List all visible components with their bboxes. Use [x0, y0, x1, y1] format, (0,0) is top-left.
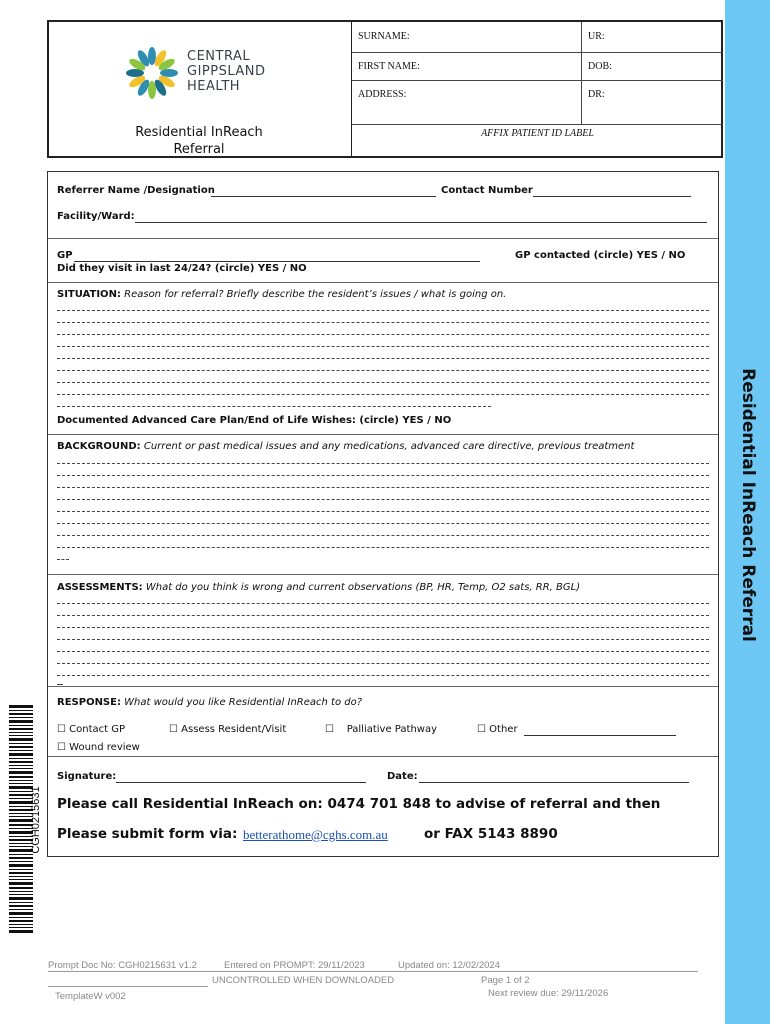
situation-line[interactable]: [57, 394, 709, 395]
referrer-name-field[interactable]: [211, 196, 436, 197]
submit-instructions: Please submit form via:: [57, 826, 238, 842]
logo-wordmark: [187, 49, 266, 94]
checkbox-icon[interactable]: ☐: [477, 724, 486, 735]
background-line[interactable]: [57, 547, 709, 548]
assessments-line[interactable]: [57, 603, 709, 604]
email-link[interactable]: betterathome@cghs.com.au: [243, 827, 388, 842]
assessments-line[interactable]: [57, 615, 709, 616]
header-left: [49, 22, 352, 156]
option-contact-gp[interactable]: [57, 724, 125, 735]
referrer-name-label: Referrer Name /Designation: [57, 185, 215, 196]
option-other[interactable]: [477, 724, 518, 735]
footer-entered-date: Entered on PROMPT: 29/11/2023: [224, 960, 365, 971]
footer-page-number: Page 1 of 2: [481, 975, 530, 986]
option-contact-gp-label: Contact GP: [69, 724, 126, 735]
response-prompt: What would you like Residential InReach to do?: [124, 697, 363, 708]
address-label: ADDRESS:: [358, 89, 407, 100]
facility-ward-field[interactable]: [135, 222, 707, 223]
affix-label-text: AFFIX PATIENT ID LABEL: [481, 128, 594, 139]
assessments-label: ASSESSMENTS:: [57, 582, 143, 593]
assessments-line[interactable]: [57, 675, 709, 676]
background-line[interactable]: [57, 487, 709, 488]
assessments-section: [48, 574, 718, 687]
situation-prompt: Reason for referral? Briefly describe the resident’s issues / what is going on.: [124, 289, 507, 300]
assessments-line[interactable]: [57, 684, 63, 685]
checkbox-icon[interactable]: ☐: [169, 724, 178, 735]
facility-ward-label: Facility/Ward:: [57, 211, 135, 222]
checkbox-icon[interactable]: ☐: [325, 724, 334, 735]
background-line[interactable]: [57, 499, 709, 500]
assessments-line[interactable]: [57, 651, 709, 652]
option-palliative-pathway[interactable]: [325, 724, 437, 735]
situation-line[interactable]: [57, 358, 709, 359]
background-section: [48, 434, 718, 575]
footer-divider: [48, 986, 208, 987]
footer-updated-date: Updated on: 12/02/2024: [398, 960, 500, 971]
response-section: [48, 686, 718, 757]
row-address: [352, 80, 723, 125]
response-heading: [57, 697, 362, 708]
referrer-section: [48, 172, 718, 239]
checkbox-icon[interactable]: ☐: [57, 724, 66, 735]
date-label: Date:: [387, 771, 418, 782]
situation-line[interactable]: [57, 382, 709, 383]
sidebar-title: Residential InReach Referral: [738, 368, 758, 642]
situation-line[interactable]: [57, 346, 709, 347]
situation-heading: [57, 289, 506, 300]
option-wound-review-label: Wound review: [69, 742, 140, 753]
option-assess-resident-label: Assess Resident/Visit: [181, 724, 287, 735]
form-title-line-2: Referral: [173, 142, 225, 157]
surname-label: SURNAME:: [358, 31, 410, 42]
background-line[interactable]: [57, 535, 709, 536]
situation-section: [48, 282, 718, 435]
situation-line[interactable]: [57, 334, 709, 335]
assessments-line[interactable]: [57, 639, 709, 640]
gp-visit-question[interactable]: Did they visit in last 24/24? (circle) YES / NO: [57, 263, 307, 274]
gp-section: [48, 238, 718, 283]
footer-template-version: TemplateW v002: [55, 991, 126, 1002]
patient-label-area: [352, 22, 723, 156]
footer-review-date: Next review due: 29/11/2026: [488, 988, 609, 999]
header-box: [47, 20, 723, 158]
option-assess-resident[interactable]: [169, 724, 286, 735]
contact-number-field[interactable]: [533, 196, 691, 197]
fax-number: or FAX 5143 8890: [424, 826, 558, 842]
situation-label: SITUATION:: [57, 289, 121, 300]
assessments-prompt: What do you think is wrong and current observations (BP, HR, Temp, O2 sats, RR, BGL): [145, 582, 581, 593]
other-field[interactable]: [524, 735, 676, 736]
option-other-label: Other: [489, 724, 518, 735]
background-prompt: Current or past medical issues and any medications, advanced care directive, previous treatment: [143, 441, 635, 452]
background-line[interactable]: [57, 475, 709, 476]
background-line[interactable]: [57, 511, 709, 512]
assessments-line[interactable]: [57, 627, 709, 628]
ur-label: UR:: [588, 31, 605, 42]
referral-form: [47, 171, 719, 857]
call-instructions: Please call Residential InReach on: 0474 701 848 to advise of referral and then: [57, 796, 661, 812]
logo-flower-icon: [123, 44, 181, 102]
background-label: BACKGROUND:: [57, 441, 141, 452]
situation-line[interactable]: [57, 322, 709, 323]
signature-label: Signature:: [57, 771, 117, 782]
option-wound-review[interactable]: [57, 742, 140, 753]
logo-line-2: GIPPSLAND: [187, 64, 266, 79]
footer-divider: [48, 971, 698, 972]
row-surname: [352, 22, 723, 53]
situation-line[interactable]: [57, 310, 709, 311]
contact-number-label: Contact Number: [441, 185, 533, 196]
background-line[interactable]: [57, 463, 709, 464]
assessments-heading: [57, 582, 580, 593]
response-label: RESPONSE:: [57, 697, 121, 708]
situation-line[interactable]: [57, 406, 491, 407]
situation-line[interactable]: [57, 370, 709, 371]
assessments-line[interactable]: [57, 663, 709, 664]
logo-line-1: CENTRAL: [187, 49, 251, 64]
background-line[interactable]: [57, 559, 69, 560]
form-title: [119, 124, 279, 158]
form-title-line-1: Residential InReach: [135, 125, 263, 140]
first-name-label: FIRST NAME:: [358, 61, 420, 72]
logo-line-3: HEALTH: [187, 79, 241, 94]
background-heading: [57, 441, 634, 452]
gp-contacted-question[interactable]: GP contacted (circle) YES / NO: [515, 250, 686, 261]
checkbox-icon[interactable]: ☐: [57, 742, 66, 753]
date-field[interactable]: [419, 782, 689, 783]
dob-label: DOB:: [588, 61, 612, 72]
dr-label: DR:: [588, 89, 605, 100]
row-first-name: [352, 52, 723, 81]
acp-question[interactable]: Documented Advanced Care Plan/End of Life Wishes: (circle) YES / NO: [57, 415, 452, 426]
footer-uncontrolled: UNCONTROLLED WHEN DOWNLOADED: [212, 975, 395, 986]
gp-field[interactable]: [74, 261, 480, 262]
barcode-number: CGH0215631: [30, 786, 42, 854]
signature-field[interactable]: [116, 782, 366, 783]
option-palliative-pathway-label: Palliative Pathway: [346, 724, 437, 735]
gp-label: GP: [57, 250, 73, 261]
footer-doc-number: Prompt Doc No: CGH0215631 v1.2: [48, 960, 197, 971]
background-line[interactable]: [57, 523, 709, 524]
